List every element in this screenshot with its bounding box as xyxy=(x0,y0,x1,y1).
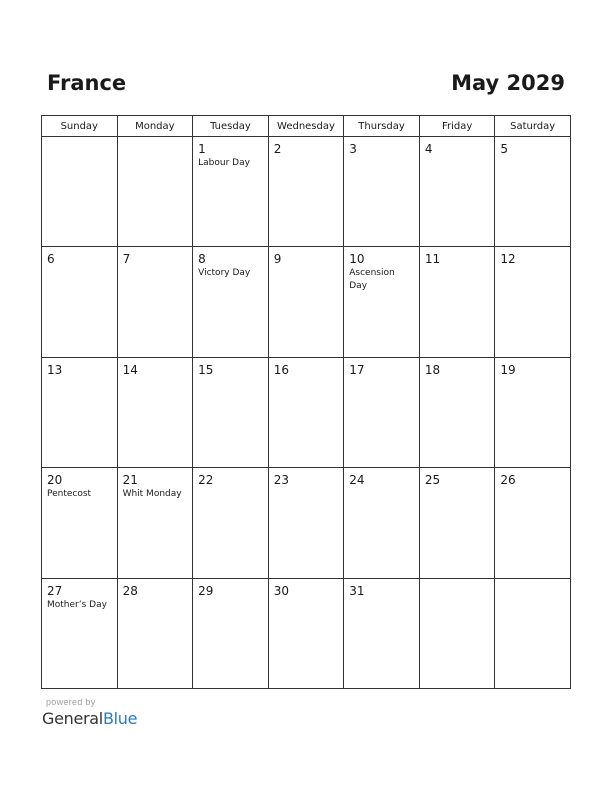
day-number: 12 xyxy=(500,252,516,267)
holiday-label: Ascension Day xyxy=(349,268,395,292)
day-cell xyxy=(268,357,344,467)
day-cell xyxy=(193,578,269,688)
day-number: 17 xyxy=(349,362,365,377)
day-cell xyxy=(344,578,420,688)
day-number: 11 xyxy=(424,252,441,267)
day-number: 6 xyxy=(47,252,55,267)
day-cell xyxy=(193,137,269,247)
day-number: 15 xyxy=(198,362,214,377)
day-cell xyxy=(117,578,193,688)
day-cell xyxy=(344,468,420,578)
day-cell xyxy=(42,247,118,357)
week-row xyxy=(42,578,571,688)
day-cell xyxy=(495,247,571,357)
day-cell xyxy=(193,247,269,357)
day-cell xyxy=(42,137,118,247)
day-cell xyxy=(193,468,269,578)
day-cell xyxy=(117,468,193,578)
week-row xyxy=(42,137,571,247)
day-number: 30 xyxy=(273,583,289,598)
holiday-label: Pentecost xyxy=(47,489,92,500)
day-number: 18 xyxy=(424,362,441,377)
day-number: 19 xyxy=(500,362,516,377)
logo-blue-text: Blue xyxy=(102,709,138,728)
day-number: 1 xyxy=(198,142,206,156)
day-cell xyxy=(419,137,495,247)
day-cell xyxy=(268,247,344,357)
holiday-label: Victory Day xyxy=(198,268,251,279)
weekday-header: Sunday xyxy=(42,116,118,137)
logo-general-text: General xyxy=(42,709,103,728)
day-number: 27 xyxy=(47,583,63,598)
day-cell xyxy=(268,468,344,578)
day-number: 25 xyxy=(424,473,441,488)
day-number: 31 xyxy=(349,583,365,598)
weekday-header: Monday xyxy=(117,116,193,137)
day-cell xyxy=(117,357,193,467)
day-number: 14 xyxy=(122,362,138,377)
holiday-label: Labour Day xyxy=(198,158,250,168)
day-cell xyxy=(495,468,571,578)
day-number: 20 xyxy=(47,473,63,488)
weekday-header-row xyxy=(42,116,571,137)
day-number: 26 xyxy=(500,473,516,488)
day-cell xyxy=(344,247,420,357)
day-cell xyxy=(42,578,118,688)
powered-by-text: powered by xyxy=(46,697,96,707)
day-number: 3 xyxy=(349,142,357,156)
day-cell xyxy=(117,137,193,247)
weekday-header: Wednesday xyxy=(268,116,344,137)
day-number: 22 xyxy=(198,473,214,488)
day-cell xyxy=(419,357,495,467)
country-title: France xyxy=(47,71,127,95)
day-number: 5 xyxy=(500,142,509,156)
day-number: 2 xyxy=(273,142,282,156)
week-row xyxy=(42,247,571,357)
weekday-header: Tuesday xyxy=(193,116,269,137)
month-year-title: May 2029 xyxy=(451,71,565,95)
day-cell xyxy=(193,357,269,467)
week-row xyxy=(42,468,571,578)
holiday-label: Whit Monday xyxy=(122,489,182,500)
day-cell xyxy=(419,247,495,357)
generalblue-logo[interactable] xyxy=(42,709,137,728)
day-number: 10 xyxy=(349,252,365,267)
day-cell xyxy=(268,578,344,688)
day-cell xyxy=(117,247,193,357)
day-cell xyxy=(495,357,571,467)
week-row xyxy=(42,357,571,467)
day-number: 7 xyxy=(122,252,131,267)
day-number: 16 xyxy=(273,362,289,377)
day-number: 23 xyxy=(273,473,289,488)
day-number: 13 xyxy=(47,362,63,377)
day-number: 21 xyxy=(122,473,138,488)
calendar-grid xyxy=(41,115,571,689)
day-number: 28 xyxy=(122,583,138,598)
weekday-header: Thursday xyxy=(344,116,420,137)
day-cell xyxy=(344,357,420,467)
generalblue-branding[interactable] xyxy=(42,697,137,728)
weekday-header: Saturday xyxy=(495,116,571,137)
day-cell xyxy=(419,468,495,578)
day-cell xyxy=(42,468,118,578)
day-cell xyxy=(268,137,344,247)
day-cell xyxy=(419,578,495,688)
day-number: 8 xyxy=(198,252,206,267)
day-cell xyxy=(495,578,571,688)
weekday-header: Friday xyxy=(419,116,495,137)
day-number: 4 xyxy=(424,142,433,156)
holiday-label: Mother’s Day xyxy=(47,599,107,610)
day-number: 24 xyxy=(349,473,365,488)
day-number: 29 xyxy=(198,583,214,598)
day-cell xyxy=(495,137,571,247)
day-cell xyxy=(42,357,118,467)
day-cell xyxy=(344,137,420,247)
day-number: 9 xyxy=(273,252,282,267)
